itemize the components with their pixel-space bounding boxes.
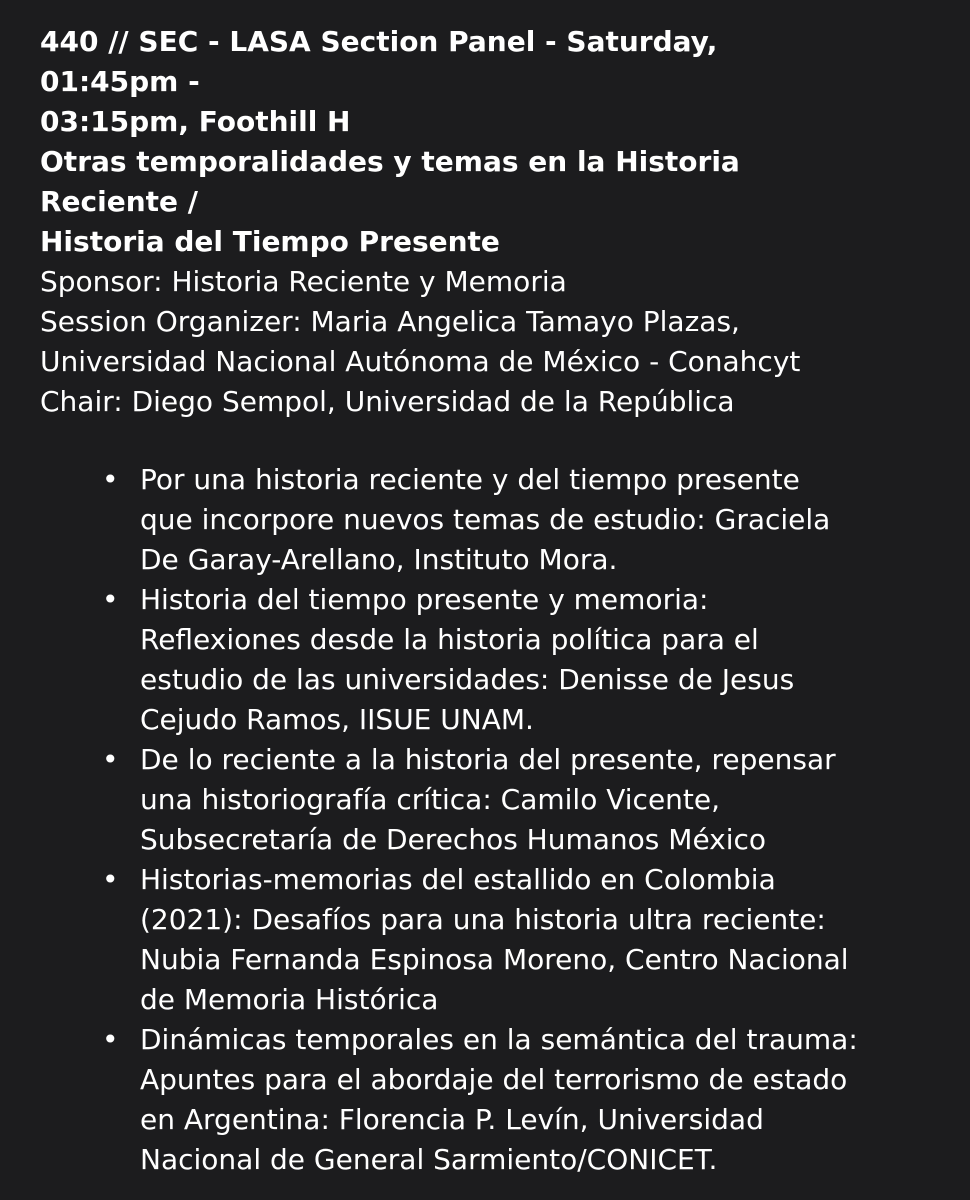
list-item xyxy=(40,740,930,860)
list-item xyxy=(40,460,930,580)
title-line: Historia del Tiempo Presente xyxy=(40,225,500,258)
talk-line: Reflexiones desde la historia política para el xyxy=(140,623,759,656)
talk-line: De lo reciente a la historia del presente, repensar xyxy=(140,743,836,776)
talk-line: Por una historia reciente y del tiempo presente xyxy=(140,463,800,496)
talk-line: Nubia Fernanda Espinosa Moreno, Centro Nacional xyxy=(140,943,849,976)
title-line: 01:45pm - xyxy=(40,65,200,98)
talk-line: una historiografía crítica: Camilo Vicente, xyxy=(140,783,721,816)
talk-line: Historia del tiempo presente y memoria: xyxy=(140,583,709,616)
list-item xyxy=(40,1020,930,1180)
session-title xyxy=(40,22,930,262)
talk-line: que incorpore nuevos temas de estudio: Graciela xyxy=(140,503,831,536)
talk-line: Nacional de General Sarmiento/CONICET. xyxy=(140,1143,718,1176)
organizer-line: Session Organizer: Maria Angelica Tamayo Plazas, xyxy=(40,305,740,338)
title-line: Reciente / xyxy=(40,185,199,218)
chair-text: Chair: Diego Sempol, Universidad de la República xyxy=(40,385,735,418)
bullet-icon: • xyxy=(102,743,119,776)
talk-list xyxy=(40,460,930,1180)
talk-line: Apuntes para el abordaje del terrorismo de estado xyxy=(140,1063,848,1096)
talk-line: Subsecretaría de Derechos Humanos México xyxy=(140,823,767,856)
talk-line: Historias-memorias del estallido en Colombia xyxy=(140,863,776,896)
talk-line: (2021): Desafíos para una historia ultra reciente: xyxy=(140,903,826,936)
organizer-line: Universidad Nacional Autónoma de México - Conahcyt xyxy=(40,345,801,378)
bullet-icon: • xyxy=(102,1023,119,1056)
bullet-icon: • xyxy=(102,583,119,616)
talk-line: en Argentina: Florencia P. Levín, Universidad xyxy=(140,1103,764,1136)
title-line: 03:15pm, Foothill H xyxy=(40,105,351,138)
talk-line: de Memoria Histórica xyxy=(140,983,439,1016)
bullet-icon: • xyxy=(102,463,119,496)
talk-line: De Garay-Arellano, Instituto Mora. xyxy=(140,543,618,576)
talk-line: Dinámicas temporales en la semántica del trauma: xyxy=(140,1023,858,1056)
title-line: 440 // SEC - LASA Section Panel - Saturday, xyxy=(40,25,718,58)
sponsor-text: Sponsor: Historia Reciente y Memoria xyxy=(40,265,567,298)
title-line: Otras temporalidades y temas en la Historia xyxy=(40,145,740,178)
talk-line: Cejudo Ramos, IISUE UNAM. xyxy=(140,703,534,736)
talk-line: estudio de las universidades: Denisse de Jesus xyxy=(140,663,795,696)
list-item xyxy=(40,860,930,1020)
bullet-icon: • xyxy=(102,863,119,896)
list-item xyxy=(40,580,930,740)
